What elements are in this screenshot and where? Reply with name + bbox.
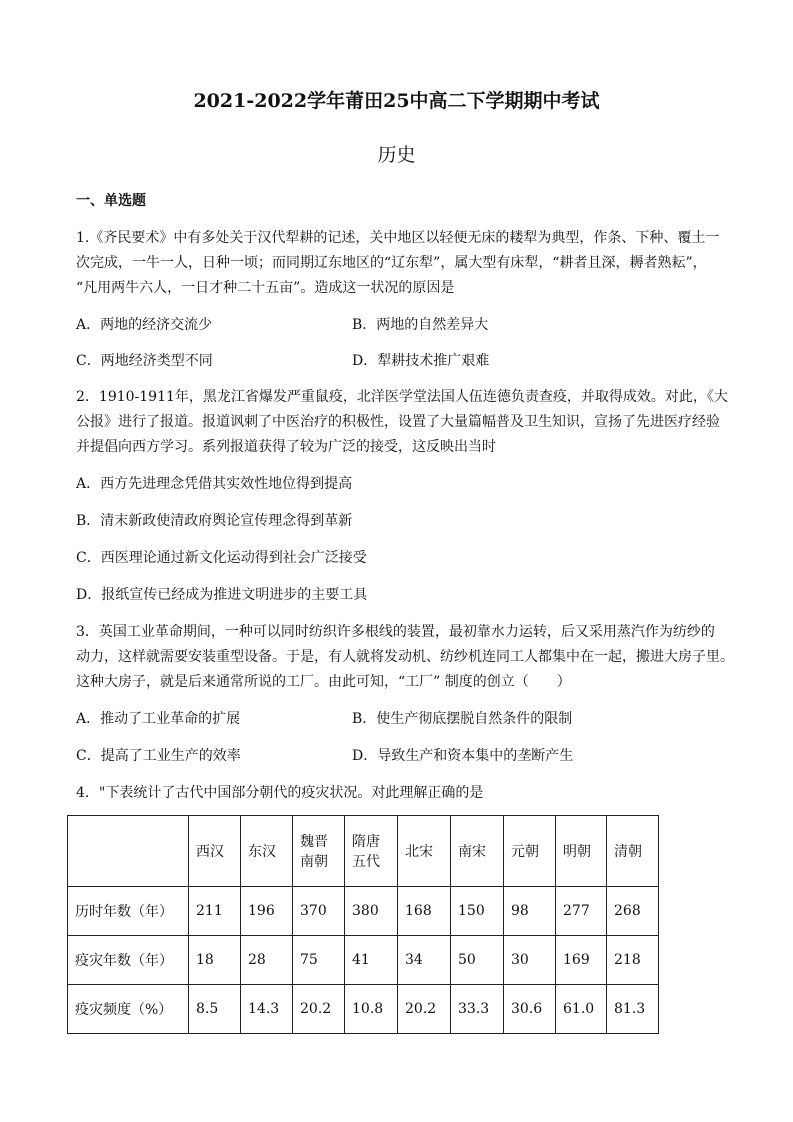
q1-option-d[interactable]: D．犁耕技术推广艰难 (352, 353, 490, 369)
table-cell: 14.3 (241, 985, 293, 1034)
table-cell: 33.3 (451, 985, 504, 1034)
q2-line-2: 公报》进行了报道。报道讽刺了中医治疗的积极性，设置了大量篇幅普及卫生知识，宣扬了先进医疗经验 (76, 414, 720, 430)
table-cell: 34 (398, 936, 451, 985)
q3-option-b[interactable]: B．使生产彻底摆脱自然条件的限制 (352, 711, 573, 727)
table-cell: 380 (345, 887, 398, 936)
q2-option-b[interactable]: B．清末新政使清政府舆论宣传理念得到革新 (76, 513, 353, 529)
header-line: 五代 (352, 854, 380, 870)
q3-option-c[interactable]: C．提高了工业生产的效率 (76, 748, 241, 764)
table-cell: 370 (293, 887, 345, 936)
q1-option-a[interactable]: A．两地的经济交流少 (76, 317, 213, 333)
table-cell: 50 (451, 936, 504, 985)
table-cell: 28 (241, 936, 293, 985)
table-cell: 30 (504, 936, 556, 985)
q3-line-1: 3．英国工业革命期间，一种可以同时纺织许多根线的装置，最初靠水力运转，后又采用蒸汽作为纺纱的 (76, 624, 715, 640)
table-cell: 历时年数（年） (68, 887, 189, 936)
table-cell: 18 (189, 936, 241, 985)
q1-option-c[interactable]: C．两地经济类型不同 (76, 353, 213, 369)
table-cell: 61.0 (556, 985, 607, 1034)
header-line: 南朝 (300, 854, 328, 870)
table-header-row (68, 816, 659, 887)
q1-line-2: 次完成，一牛一人，日种一顷；而同期辽东地区的“辽东犁”，属大型有床犁，“耕者且深，耨者熟耘”， (76, 255, 707, 271)
q1-line-3: “凡用两牛六人，一日才种二十五亩”。造成这一状况的原因是 (76, 280, 455, 296)
table-cell: 疫灾年数（年） (68, 936, 189, 985)
q3-option-a[interactable]: A．推动了工业革命的扩展 (76, 711, 241, 727)
table-cell: 75 (293, 936, 345, 985)
section-heading: 一、单选题 (76, 193, 146, 209)
q3-option-d[interactable]: D．导致生产和资本集中的垄断产生 (352, 748, 574, 764)
table-cell: 169 (556, 936, 607, 985)
header-line: 魏晋 (300, 834, 328, 850)
table-header-cell: 南宋 (451, 816, 504, 887)
table-cell: 218 (607, 936, 659, 985)
table-cell: 196 (241, 887, 293, 936)
q2-line-1: 2．1910-1911年，黑龙江省爆发严重鼠疫，北洋医学堂法国人伍连德负责查疫，并取得成效。对此，《大 (76, 389, 728, 405)
table-header-cell (345, 816, 398, 887)
table-header-cell: 元朝 (504, 816, 556, 887)
q2-option-a[interactable]: A．西方先进理念凭借其实效性地位得到提高 (76, 476, 353, 492)
subject-heading: 历史 (377, 144, 416, 166)
table-cell: 277 (556, 887, 607, 936)
q3-line-3: 这种大房子，就是后来通常所说的工厂。由此可知，“工厂” 制度的创立（ ） (76, 674, 571, 690)
table-cell: 20.2 (398, 985, 451, 1034)
table-cell: 268 (607, 887, 659, 936)
table-row (68, 985, 659, 1034)
header-line: 隋唐 (352, 834, 380, 850)
table-row (68, 936, 659, 985)
q4-line-1: 4．"下表统计了古代中国部分朝代的疫灾状况。对此理解正确的是 (76, 785, 484, 801)
table-cell: 疫灾频度（%） (68, 985, 189, 1034)
table-header-cell (68, 816, 189, 887)
q2-option-c[interactable]: C．西医理论通过新文化运动得到社会广泛接受 (76, 550, 367, 566)
table-cell: 81.3 (607, 985, 659, 1034)
q1-line-1: 1.《齐民要术》中有多处关于汉代犁耕的记述，关中地区以轻便无床的耧犁为典型，作条、下种、覆土一 (76, 230, 720, 246)
table-cell: 168 (398, 887, 451, 936)
q1-option-b[interactable]: B．两地的自然差异大 (352, 317, 489, 333)
table-header-cell: 东汉 (241, 816, 293, 887)
table-cell: 10.8 (345, 985, 398, 1034)
table-header-cell: 西汉 (189, 816, 241, 887)
table-header-cell: 北宋 (398, 816, 451, 887)
table-cell: 41 (345, 936, 398, 985)
table-header-cell: 清朝 (607, 816, 659, 887)
exam-title: 2021-2022学年莆田25中高二下学期期中考试 (193, 90, 600, 112)
table-header-cell (293, 816, 345, 887)
table-cell: 20.2 (293, 985, 345, 1034)
table-cell: 150 (451, 887, 504, 936)
table-cell: 211 (189, 887, 241, 936)
table-cell: 30.6 (504, 985, 556, 1034)
table-cell: 8.5 (189, 985, 241, 1034)
q2-option-d[interactable]: D．报纸宣传已经成为推进文明进步的主要工具 (76, 587, 368, 603)
q2-line-3: 并提倡向西方学习。系列报道获得了较为广泛的接受，这反映出当时 (76, 439, 496, 455)
epidemic-table (67, 815, 659, 1034)
table-row (68, 887, 659, 936)
table-header-cell: 明朝 (556, 816, 607, 887)
table-cell: 98 (504, 887, 556, 936)
q3-line-2: 动力，这样就需要安装重型设备。于是，有人就将发动机、纺纱机连同工人都集中在一起，搬进大房子里。 (76, 649, 734, 665)
